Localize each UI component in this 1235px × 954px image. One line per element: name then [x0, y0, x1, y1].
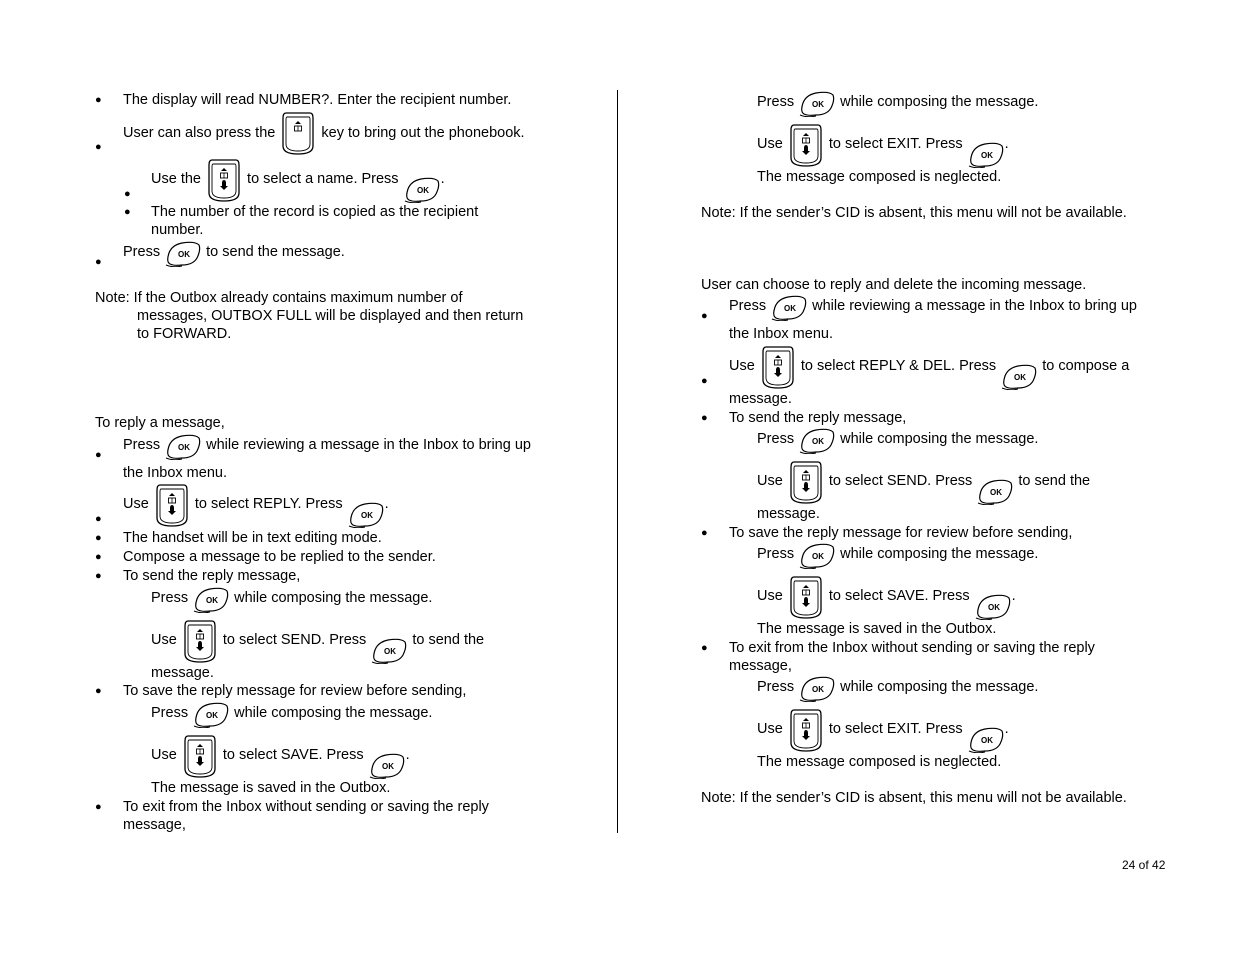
- ok-key-icon: [371, 638, 407, 664]
- paragraph: [151, 155, 445, 203]
- text: Use: [757, 588, 783, 604]
- phonebook-key-icon: [280, 110, 316, 156]
- bullet: ●: [701, 310, 708, 322]
- ok-key-icon: [1001, 364, 1037, 390]
- bullet: ●: [95, 551, 102, 563]
- svg-text:OK: OK: [980, 736, 993, 745]
- bullet: ●: [95, 256, 102, 268]
- text: Press: [757, 431, 795, 447]
- paragraph: The message composed is neglected.: [757, 754, 1002, 770]
- text: User can also press the: [123, 125, 276, 141]
- ok-key-icon: [165, 434, 201, 460]
- nav-key-icon: [206, 157, 242, 203]
- svg-text:OK: OK: [206, 711, 219, 720]
- bullet: ●: [95, 141, 102, 153]
- text: to select EXIT. Press: [828, 721, 963, 737]
- text: Press: [729, 298, 767, 314]
- bullet: ●: [124, 188, 131, 200]
- ok-key-icon: [348, 502, 384, 528]
- text: .: [405, 747, 410, 763]
- paragraph: [151, 583, 432, 613]
- paragraph: [757, 457, 1090, 505]
- note: to FORWARD.: [137, 326, 232, 342]
- bullet: ●: [95, 532, 102, 544]
- text: Use: [757, 721, 783, 737]
- text: Use: [757, 473, 783, 489]
- text: Press: [757, 679, 795, 695]
- paragraph: The number of the record is copied as the recipient: [151, 204, 479, 220]
- nav-key-icon: [182, 733, 218, 779]
- text: while reviewing a message in the Inbox to bring up: [812, 298, 1137, 314]
- paragraph: [757, 424, 1038, 454]
- ok-key-icon: [799, 428, 835, 454]
- text: Press: [123, 437, 161, 453]
- note: messages, OUTBOX FULL will be displayed and then return: [137, 308, 524, 324]
- ok-key-icon: [975, 594, 1011, 620]
- paragraph: [151, 698, 432, 728]
- text: while composing the message.: [840, 431, 1039, 447]
- nav-key-icon: [760, 344, 796, 390]
- text: .: [1004, 136, 1009, 152]
- text: .: [1011, 588, 1016, 604]
- text: while composing the message.: [840, 94, 1039, 110]
- svg-text:OK: OK: [178, 443, 191, 452]
- text: Use the: [151, 171, 201, 187]
- text: Press: [123, 244, 161, 260]
- text: Press: [757, 546, 795, 562]
- ok-key-icon: [404, 177, 440, 203]
- ok-key-icon: [165, 241, 201, 267]
- paragraph: message.: [151, 665, 214, 681]
- svg-text:OK: OK: [384, 647, 397, 656]
- bullet: ●: [95, 801, 102, 813]
- page-number: 24 of 42: [1122, 858, 1166, 872]
- paragraph: [151, 731, 410, 779]
- note: Note: If the sender’s CID is absent, this menu will not be available.: [701, 205, 1127, 221]
- paragraph: [729, 291, 1137, 321]
- bullet: ●: [95, 94, 102, 106]
- svg-text:OK: OK: [812, 552, 825, 561]
- paragraph: message,: [729, 658, 792, 674]
- text: while composing the message.: [840, 679, 1039, 695]
- svg-text:OK: OK: [980, 151, 993, 160]
- text: to select REPLY & DEL. Press: [800, 358, 997, 374]
- paragraph: To send the reply message,: [123, 568, 301, 584]
- nav-key-icon: [788, 574, 824, 620]
- paragraph: The display will read NUMBER?. Enter the recipient number.: [123, 92, 512, 108]
- paragraph: To exit from the Inbox without sending or saving the reply: [729, 640, 1095, 656]
- ok-key-icon: [977, 479, 1013, 505]
- paragraph: message.: [757, 506, 820, 522]
- text: to select SEND. Press: [222, 632, 367, 648]
- text: to send the message.: [206, 244, 345, 260]
- bullet: ●: [701, 642, 708, 654]
- text: key to bring out the phonebook.: [321, 125, 525, 141]
- svg-text:OK: OK: [784, 304, 797, 313]
- bullet: ●: [95, 570, 102, 582]
- paragraph: The handset will be in text editing mode.: [123, 530, 382, 546]
- paragraph: message,: [123, 817, 186, 833]
- text: .: [440, 171, 445, 187]
- nav-key-icon: [788, 122, 824, 168]
- svg-text:OK: OK: [178, 250, 191, 259]
- paragraph: [757, 672, 1038, 702]
- text: to select a name. Press: [247, 171, 399, 187]
- paragraph: the Inbox menu.: [123, 465, 227, 481]
- nav-key-icon: [788, 707, 824, 753]
- paragraph: [123, 110, 525, 156]
- text: to select SAVE. Press: [222, 747, 364, 763]
- paragraph: [729, 342, 1129, 390]
- paragraph: To reply a message,: [95, 415, 225, 431]
- text: Press: [757, 94, 795, 110]
- column-divider: [617, 90, 618, 833]
- svg-text:OK: OK: [1014, 373, 1027, 382]
- text: to compose a: [1042, 358, 1130, 374]
- nav-key-icon: [788, 459, 824, 505]
- nav-key-icon: [182, 618, 218, 664]
- text: Use: [123, 496, 149, 512]
- paragraph: [757, 120, 1009, 168]
- svg-text:OK: OK: [206, 596, 219, 605]
- paragraph: To save the reply message for review before sending,: [729, 525, 1073, 541]
- bullet: ●: [95, 449, 102, 461]
- paragraph: The message is saved in the Outbox.: [151, 780, 391, 796]
- bullet: ●: [701, 527, 708, 539]
- text: to send the: [412, 632, 485, 648]
- ok-key-icon: [968, 142, 1004, 168]
- svg-text:OK: OK: [987, 603, 1000, 612]
- ok-key-icon: [771, 295, 807, 321]
- paragraph: the Inbox menu.: [729, 326, 833, 342]
- ok-key-icon: [369, 753, 405, 779]
- svg-text:OK: OK: [812, 100, 825, 109]
- paragraph: Compose a message to be replied to the sender.: [123, 549, 436, 565]
- paragraph: [757, 572, 1016, 620]
- svg-text:OK: OK: [990, 488, 1003, 497]
- bullet: ●: [95, 513, 102, 525]
- text: to select SEND. Press: [828, 473, 973, 489]
- text: to select EXIT. Press: [828, 136, 963, 152]
- nav-key-icon: [154, 482, 190, 528]
- text: Press: [151, 590, 189, 606]
- ok-key-icon: [799, 676, 835, 702]
- paragraph: [757, 87, 1038, 117]
- paragraph: message.: [729, 391, 792, 407]
- paragraph: [123, 430, 531, 460]
- text: Use: [729, 358, 755, 374]
- text: to select REPLY. Press: [194, 496, 343, 512]
- bullet: ●: [124, 206, 131, 218]
- bullet: ●: [95, 685, 102, 697]
- text: .: [1004, 721, 1009, 737]
- text: Use: [757, 136, 783, 152]
- text: Use: [151, 747, 177, 763]
- ok-key-icon: [968, 727, 1004, 753]
- text: to select SAVE. Press: [828, 588, 970, 604]
- paragraph: [757, 705, 1009, 753]
- ok-key-icon: [799, 91, 835, 117]
- text: .: [384, 496, 389, 512]
- ok-key-icon: [193, 702, 229, 728]
- paragraph: To send the reply message,: [729, 410, 907, 426]
- paragraph: [151, 616, 484, 664]
- paragraph: [123, 480, 389, 528]
- svg-text:OK: OK: [416, 186, 429, 195]
- svg-text:OK: OK: [360, 511, 373, 520]
- paragraph: [123, 237, 345, 267]
- bullet: ●: [701, 412, 708, 424]
- ok-key-icon: [799, 543, 835, 569]
- paragraph: The message is saved in the Outbox.: [757, 621, 997, 637]
- svg-text:OK: OK: [812, 437, 825, 446]
- paragraph: The message composed is neglected.: [757, 169, 1002, 185]
- text: while composing the message.: [234, 705, 433, 721]
- note: Note: If the Outbox already contains maximum number of: [95, 290, 463, 306]
- text: Use: [151, 632, 177, 648]
- text: while composing the message.: [234, 590, 433, 606]
- bullet: ●: [701, 375, 708, 387]
- svg-text:OK: OK: [812, 685, 825, 694]
- text: Press: [151, 705, 189, 721]
- paragraph: User can choose to reply and delete the incoming message.: [701, 277, 1087, 293]
- ok-key-icon: [193, 587, 229, 613]
- text: while composing the message.: [840, 546, 1039, 562]
- note: Note: If the sender’s CID is absent, this menu will not be available.: [701, 790, 1127, 806]
- paragraph: To save the reply message for review before sending,: [123, 683, 467, 699]
- paragraph: To exit from the Inbox without sending or saving the reply: [123, 799, 489, 815]
- text: while reviewing a message in the Inbox to bring up: [206, 437, 531, 453]
- text: to send the: [1018, 473, 1091, 489]
- paragraph: number.: [151, 222, 204, 238]
- svg-text:OK: OK: [381, 762, 394, 771]
- paragraph: [757, 539, 1038, 569]
